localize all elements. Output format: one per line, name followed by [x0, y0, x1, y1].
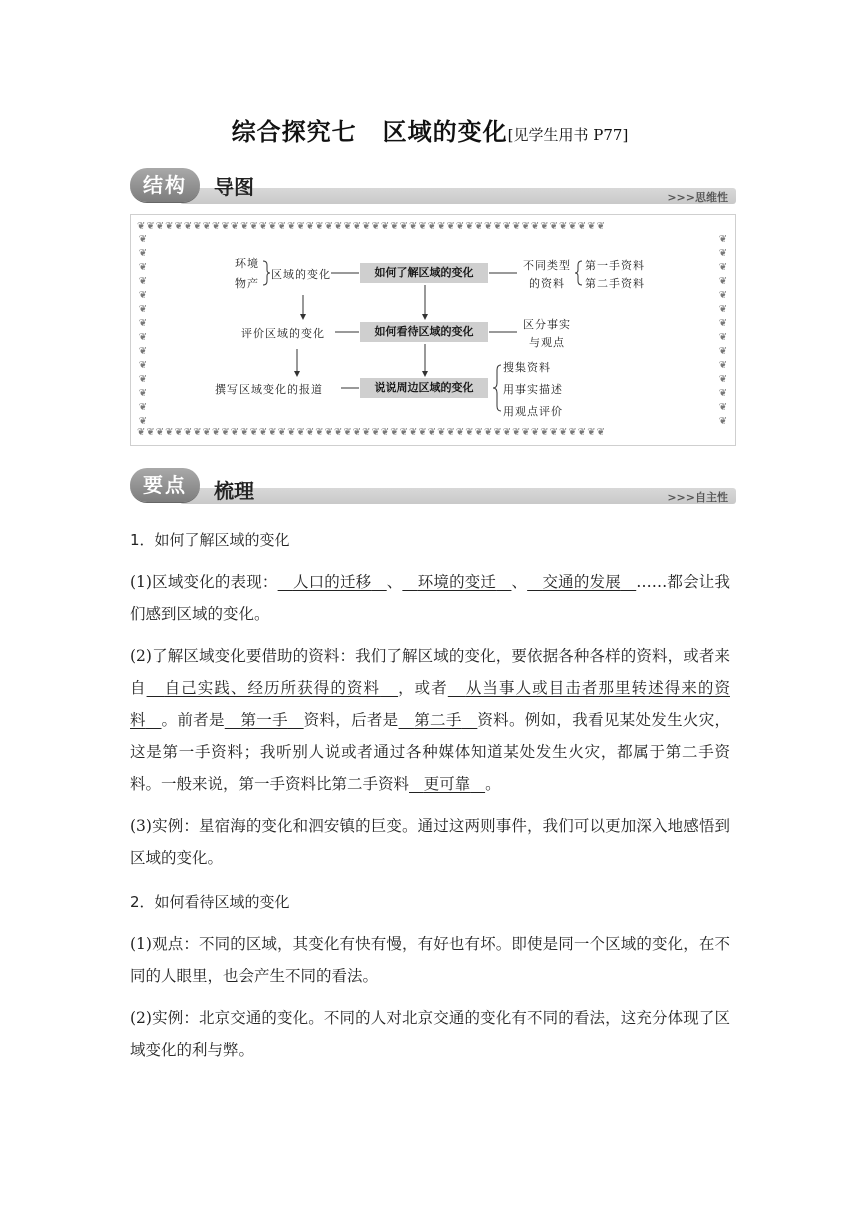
- p2-mid-1: ，或者: [398, 679, 448, 697]
- content-body: [130, 524, 730, 1066]
- page-title: [0, 112, 860, 147]
- map-text-firsthand: 第一手资料: [585, 259, 645, 272]
- ornament-border-top: ❦❦❦❦❦❦❦❦❦❦❦❦❦❦❦❦❦❦❦❦❦❦❦❦❦❦❦❦❦❦❦❦❦❦❦❦❦❦❦❦❦❦❦❦❦❦❦❦❦❦: [137, 221, 606, 232]
- section-header-keypoints: [130, 466, 736, 510]
- title-ref: [见学生用书 P77]: [507, 126, 629, 144]
- p1-tail: ……都会让我们感到区域的变化。: [130, 573, 730, 623]
- ornament-border-left: ❦❦❦❦❦❦❦❦❦❦❦❦❦❦: [138, 234, 148, 427]
- p2-mid-3: 资料，后者是: [303, 711, 399, 729]
- section-pill: 结构: [130, 168, 200, 202]
- map-text-products: 物产: [235, 277, 259, 290]
- map-labels: [131, 215, 737, 447]
- map-text-describe: 用事实描述: [503, 383, 563, 396]
- map-text-secondhand: 第二手资料: [585, 277, 645, 290]
- p1-answer-1: 人口的迁移: [292, 573, 372, 591]
- heading-2: 2．如何看待区域的变化: [130, 893, 290, 911]
- p2-mid-2: 。前者是: [161, 711, 225, 729]
- p2-answer-2: 从当事人或目击者那里转述得来的资料: [130, 679, 730, 729]
- header-bar: [180, 488, 736, 504]
- paragraph-3: (3)实例：星宿海的变化和泗安镇的巨变。通过这两则事件，我们可以更加深入地感悟到区域的变化。: [130, 817, 730, 867]
- map-text-region-change: 区域的变化: [271, 268, 331, 281]
- p1-sep-1: 、: [386, 573, 403, 591]
- header-bar: [180, 188, 736, 204]
- p1-lead: (1)区域变化的表现：: [130, 573, 278, 591]
- map-box-nearby: 说说周边区域的变化: [360, 378, 488, 398]
- section-pill: 要点: [130, 468, 200, 502]
- p2-answer-4: 第二手: [414, 711, 462, 729]
- p1-answer-2: 环境的变迁: [417, 573, 497, 591]
- map-box-understand: 如何了解区域的变化: [360, 263, 488, 283]
- p2-answer-1: 自己实践、经历所获得的资料: [164, 679, 381, 697]
- map-text-collect: 搜集资料: [503, 361, 551, 374]
- paragraph-2: [130, 640, 730, 800]
- heading-1: 1．如何了解区域的变化: [130, 531, 290, 549]
- title-main: 综合探究七: [231, 118, 357, 146]
- ornament-border-right: ❦❦❦❦❦❦❦❦❦❦❦❦❦❦: [718, 234, 728, 427]
- p1-sep-2: 、: [511, 573, 528, 591]
- paragraph-1: [130, 566, 730, 630]
- map-text-fact2: 与观点: [529, 336, 565, 349]
- p2-end: 。: [485, 775, 501, 793]
- map-text-types1: 不同类型: [523, 259, 571, 272]
- section-header-structure: [130, 166, 736, 210]
- section-label: 梳理: [214, 479, 254, 503]
- paragraph-5: (2)实例：北京交通的变化。不同的人对北京交通的变化有不同的看法，这充分体现了区域变化的利与弊。: [130, 1009, 730, 1059]
- title-sub: 区域的变化: [382, 118, 508, 146]
- section-tag: >>>思维性: [667, 191, 728, 204]
- p2-lead: (2)了解区域变化要借助的资料：我们了解区域的变化，要依据各种各样的资料，或者来自: [130, 647, 730, 697]
- map-text-report: 撰写区域变化的报道: [215, 383, 323, 396]
- map-box-view: 如何看待区域的变化: [360, 322, 488, 342]
- ornament-border-bottom: ❦❦❦❦❦❦❦❦❦❦❦❦❦❦❦❦❦❦❦❦❦❦❦❦❦❦❦❦❦❦❦❦❦❦❦❦❦❦❦❦❦❦❦❦❦❦❦❦❦❦: [137, 427, 606, 438]
- map-text-evaluate-view: 用观点评价: [503, 405, 563, 418]
- mind-map: [130, 214, 736, 446]
- section-label: 导图: [214, 175, 254, 199]
- p2-answer-3: 第一手: [240, 711, 288, 729]
- section-tag: >>>自主性: [667, 491, 728, 504]
- map-text-types2: 的资料: [529, 277, 565, 290]
- map-text-evaluate: 评价区域的变化: [241, 327, 325, 340]
- map-text-environment: 环境: [235, 257, 259, 270]
- p1-answer-3: 交通的发展: [542, 573, 621, 591]
- p2-mid-4: 资料。例如，我看见某处发生火灾，这是第一手资料；我听别人说或者通过各种媒体知道某处发生火灾，都属于第二手资料。一般来说，第一手资料比第二手资料: [130, 711, 731, 793]
- paragraph-4: (1)观点：不同的区域，其变化有快有慢，有好也有坏。即使是同一个区域的变化，在不同的人眼里，也会产生不同的看法。: [130, 935, 730, 985]
- p2-answer-5: 更可靠: [423, 775, 471, 793]
- map-text-fact1: 区分事实: [523, 318, 571, 331]
